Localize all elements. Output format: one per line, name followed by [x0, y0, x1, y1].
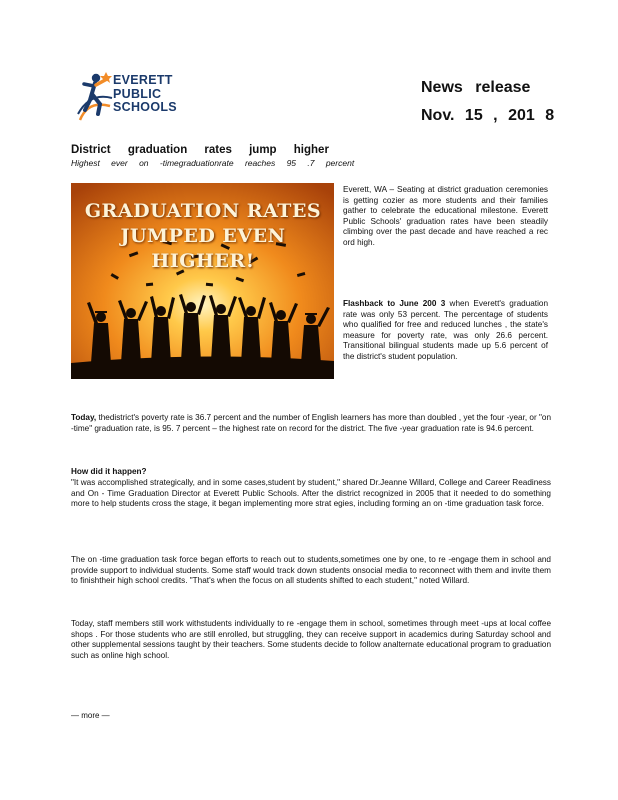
logo-line-1: EVERETT [113, 73, 173, 87]
district-logo [76, 68, 196, 130]
headline: District graduation rates jump higher [71, 144, 329, 156]
how-paragraph: "It was accomplished strategically, and in some cases,student by student," shared Dr.Jeanne Willard, College and Career Readiness and On - Time Graduation Director at Everett Public Schools. After the district recognized in 2005 that it needed to do something more to help students cross the stage, it began implementing more strat egies, including forming an on -time graduation task force. [71, 478, 551, 509]
flashback-body: when Everett's graduation rate was only 53 percent. The percentage of students who qualified for free and reduced lunches , the state's measure for poverty rate, was only 26.6 percent. Transitional bilingual students made up 5.6 percent of the district's student population. [343, 299, 548, 361]
flashback-lead: Flashback to June 200 3 [343, 299, 446, 308]
logo-figure-icon [76, 70, 114, 128]
more-indicator: — more — [71, 711, 110, 720]
how-heading: How did it happen? [71, 467, 147, 476]
photo-overlay-title: GRADUATION RATES JUMPED EVEN HIGHER! [84, 200, 322, 272]
subheadline: Highest ever on -timegraduationrate reaches 95 .7 percent [71, 158, 355, 168]
release-date: Nov. 15 , 201 8 [421, 107, 555, 124]
today-paragraph [71, 413, 551, 434]
graduation-photo [71, 183, 334, 379]
today-body: thedistrict's poverty rate is 36.7 percent and the number of English learners has more than doubled , yet the four -year, or "on -time" graduation rate, is 95. 7 percent – the highest rate on record for the district. The five -year graduation rate is 94.6 percent. [71, 413, 551, 433]
intro-paragraph: Everett, WA – Seating at district graduation ceremonies is getting cozier as more students and their families gather to celebrate the educational milestone. Everett Public Schools' graduation rates have been steadily climbing over the past decade and have reached a rec ord high. [343, 185, 548, 247]
outreach-paragraph: The on -time graduation task force began efforts to reach out to students,sometimes one by one, to re -engage them in school and provide support to individual students. Some staff would track down students onsocial media to reconnect with them and invite them to finishtheir high school credits. "That's when the focus on all students shifted to each student," noted Willard. [71, 555, 551, 586]
logo-line-2: PUBLIC [113, 86, 162, 101]
news-release-label: News release [421, 79, 531, 96]
logo-line-3: SCHOOLS [113, 100, 177, 114]
today-lead: Today, [71, 413, 97, 422]
logo-wordmark [113, 74, 177, 115]
support-paragraph: Today, staff members still work withstudents individually to re -engage them in school, sometimes through meet -ups at local coffee shops . For those students who are still enrolled, but struggling, they can receive support in academics during Saturday school and other supplemental sessions taught by their teachers. Some students decide to follow analternate educational program to graduation such as online high school. [71, 619, 551, 660]
flashback-paragraph [343, 299, 548, 363]
